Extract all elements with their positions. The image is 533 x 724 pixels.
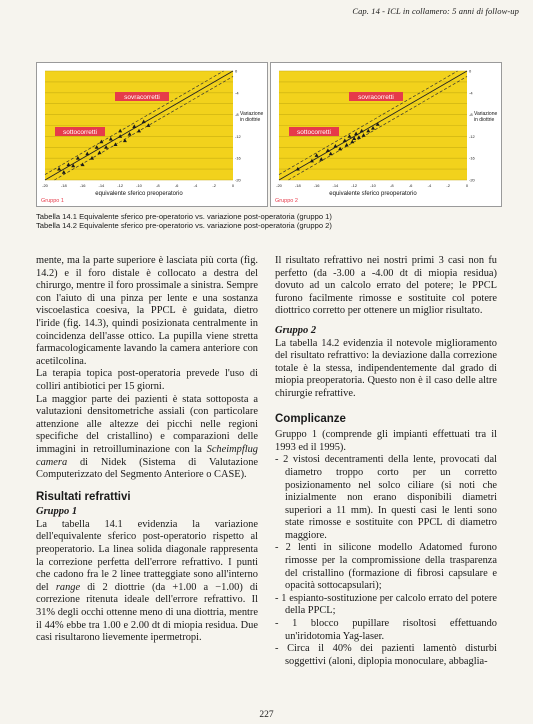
x-tick-label: -16 bbox=[79, 183, 86, 188]
list-item: - 1 espianto-sostituzione per calcolo errato del potere della PPCL; bbox=[275, 592, 497, 617]
body-paragraph: Gruppo 1 (comprende gli impianti effettuati tra il 1993 ed il 1995). bbox=[275, 429, 497, 453]
y-tick-label: -4 bbox=[469, 90, 473, 96]
x-tick-label: -12 bbox=[117, 183, 124, 188]
x-tick-label: -2 bbox=[212, 183, 216, 188]
y-tick-label: -12 bbox=[235, 133, 241, 139]
right-column bbox=[275, 255, 497, 668]
body-paragraph: Il risultato refrattivo nei nostri primi 3 casi non fu perfetto (da -3.00 a -4.00 dt di miopia residua) dovuto ad un calcolo errato del potere; le PPCL furono facilmente rimosse e sostituite col potere diottrico corretto per ottenere un miglior risultato. bbox=[275, 255, 497, 317]
y-tick-label: 0 bbox=[469, 68, 472, 74]
table-caption-14-1: Tabella 14.1 Equivalente sferico pre-operatorio vs. variazione post-operatoria (gruppo 1) bbox=[36, 212, 332, 221]
x-tick-label: 0 bbox=[231, 183, 235, 188]
y-tick-label: -20 bbox=[235, 177, 241, 183]
overcorrected-label: sovracorretti bbox=[124, 93, 160, 101]
x-tick-label: -2 bbox=[446, 183, 450, 188]
x-tick-label: 0 bbox=[465, 183, 469, 188]
overcorrected-label: sovracorretti bbox=[358, 93, 394, 101]
x-tick-label: -20 bbox=[276, 183, 282, 188]
y-axis-label: in diottrie bbox=[240, 117, 261, 123]
list-item: - 2 lenti in silicone modello Adatomed furono rimosse per la compromissione della trasparenza del cristallino (formazione di fibrosi capsulare e opacità sottocapsulari); bbox=[275, 542, 497, 592]
x-tick-label: -14 bbox=[332, 183, 339, 188]
list-item: - Circa il 40% dei pazienti lamentò disturbi soggettivi (aloni, diplopia monoculare, abbaglia- bbox=[275, 643, 497, 667]
x-axis-label: equivalente sferico preoperatorio bbox=[95, 191, 183, 197]
group-label: Gruppo 2 bbox=[275, 198, 298, 204]
running-header: Cap. 14 - ICL in collamero: 5 anni di follow-up bbox=[352, 6, 519, 16]
y-tick-label: 0 bbox=[235, 68, 238, 74]
x-tick-label: -4 bbox=[193, 183, 198, 188]
x-tick-label: -6 bbox=[174, 183, 179, 188]
body-paragraph: La terapia topica post-operatoria prevede l'uso di colliri antibiotici per 15 giorni. bbox=[36, 368, 258, 392]
y-tick-label: -20 bbox=[469, 177, 475, 183]
section-heading-risultati: Risultati refrattivi bbox=[36, 490, 131, 503]
y-axis-label: Variazione bbox=[474, 111, 498, 117]
x-tick-label: -18 bbox=[294, 183, 301, 188]
y-axis-label: in diottrie bbox=[474, 117, 495, 123]
x-axis-label: equivalente sferico preoperatorio bbox=[329, 191, 417, 197]
body-paragraph: La tabella 14.1 evidenzia la variazione dell'equivalente sferico post-operatorio rispetto al preoperatorio. La linea solida diagonale rappresenta la correzione perfetta dell'errore refrattivo. I punti che cadono fra le 2 linee tratteggiate sono all'interno del range di 2 diottrie (da +1.00 a −1.00) di correzione ritenuta ideale dell'errore refrattivo. Il 31% degli occhi ottenne meno di una diottria, mentre il 44% ebbe tra 1.00 e 2.00 dt di miopia residua. Due casi risultarono lievemente ipermetropi. bbox=[36, 518, 259, 644]
section-heading-complicanze: Complicanze bbox=[275, 412, 346, 425]
x-tick-label: -18 bbox=[60, 183, 67, 188]
y-tick-label: -8 bbox=[469, 112, 473, 118]
undercorrected-label: sottocorretti bbox=[63, 128, 97, 136]
x-tick-label: -14 bbox=[98, 183, 105, 188]
list-item: - 2 vistosi decentramenti della lente, provocati dal diametro troppo corto per un corretto posizionamento nel solco ciliare (si noti che inizialmente non erano disponibili diametri superiori a 11 mm). In questi casi le lenti sono state rimosse e sostituite con PPCL di diametro maggiore. bbox=[275, 454, 497, 541]
chart-gruppo-2-svg bbox=[271, 63, 501, 206]
x-tick-label: -8 bbox=[156, 183, 160, 188]
undercorrected-label: sottocorretti bbox=[297, 128, 331, 136]
body-paragraph: La tabella 14.2 evidenzia il notevole miglioramento del risultato refrattivo: la deviazione dalla correzione totale è la stessa, indipendentemente dal grado di miopia preoperatoria. Questo non è il caso delle altre chirurgie refrattive. bbox=[275, 337, 497, 399]
x-tick-label: -10 bbox=[370, 183, 376, 188]
y-tick-label: -8 bbox=[235, 112, 239, 118]
table-caption-14-2: Tabella 14.2 Equivalente sferico pre-operatorio vs. variazione post-operatoria (gruppo 2) bbox=[36, 221, 332, 230]
x-tick-label: -20 bbox=[42, 183, 48, 188]
y-tick-label: -12 bbox=[469, 133, 475, 139]
x-tick-label: -16 bbox=[313, 183, 320, 188]
x-tick-label: -6 bbox=[408, 183, 413, 188]
chart-gruppo-1-svg bbox=[37, 63, 267, 206]
x-tick-label: -8 bbox=[390, 183, 394, 188]
chart-gruppo-1 bbox=[36, 62, 268, 207]
y-tick-label: -16 bbox=[235, 155, 241, 161]
x-tick-label: -4 bbox=[427, 183, 432, 188]
y-axis-label: Variazione bbox=[240, 111, 264, 117]
body-paragraph: La maggior parte dei pazienti è stata sottoposta a valutazioni densitometriche assiali (con particolare attenzione alle altezze dei picchi nelle regioni specifiche del cristallino) e comparazioni delle immagini in retroilluminazione con la Scheimpflug camera di Nidek (Sistema di Valutazione Computerizzato del Segmento Anteriore o CASE). bbox=[36, 393, 258, 481]
page-number: 227 bbox=[259, 710, 274, 720]
left-column bbox=[36, 255, 258, 645]
y-tick-label: -4 bbox=[235, 90, 239, 96]
x-tick-label: -12 bbox=[351, 183, 358, 188]
list-item: - 1 blocco pupillare risoltosi effettuando un'iridotomia Yag-laser. bbox=[275, 618, 497, 642]
subheading-gruppo-2: Gruppo 2 bbox=[275, 324, 317, 336]
subheading-gruppo-1: Gruppo 1 bbox=[36, 506, 78, 518]
y-tick-label: -16 bbox=[469, 155, 475, 161]
x-tick-label: -10 bbox=[136, 183, 142, 188]
chart-gruppo-2 bbox=[270, 62, 502, 207]
body-paragraph: mente, ma la parte superiore è lasciata più corta (fig. 14.2) e il foro distale è collocato a destra del chirurgo, mentre il foro prossimale a sinistra. Sempre con l'aiuto di una pinza per lente e una sostanza viscoelastica coesiva, la PPCL è guidata, dietro l'iride (fig. 14.3), quindi posizionata centralmente in coincidenza dell'asse ottico. La pupilla viene stretta farmacologicamente lavando la camera anteriore con acetilcolina. bbox=[36, 255, 258, 367]
group-label: Gruppo 1 bbox=[41, 198, 64, 204]
